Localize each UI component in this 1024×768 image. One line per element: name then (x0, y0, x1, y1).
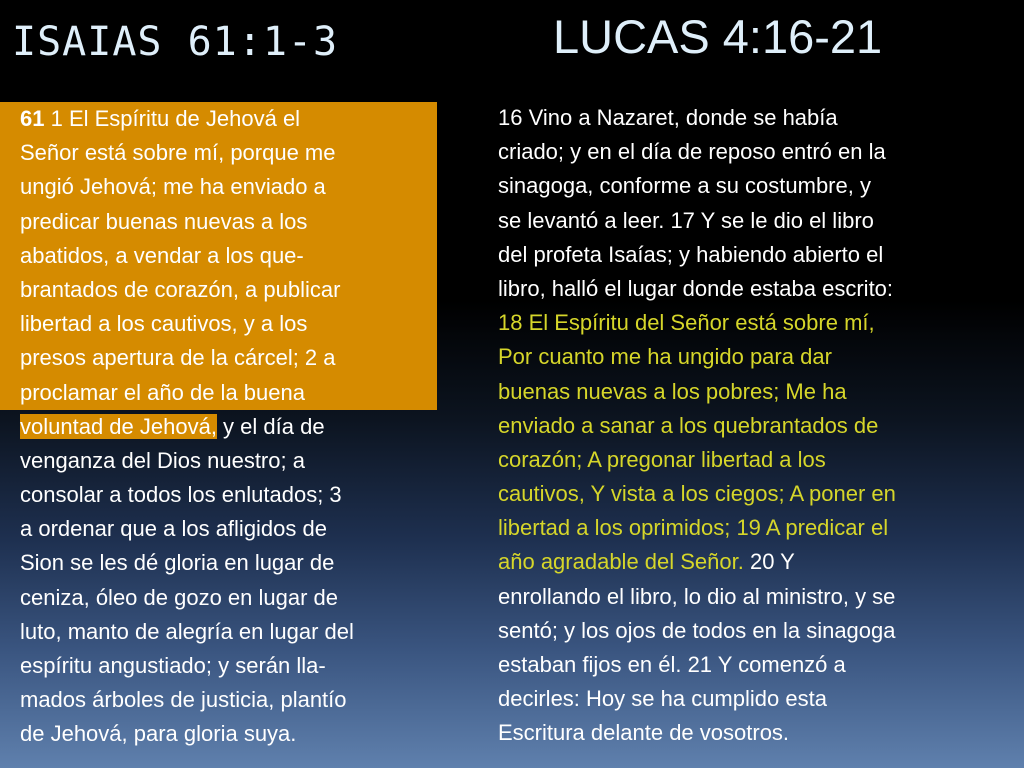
passage-line: Señor está sobre mí, porque me (20, 140, 336, 166)
passage-line: libro, halló el lugar donde estaba escrito: (498, 275, 894, 301)
passage-line (498, 545, 1014, 579)
passage-line: sinagoga, conforme a su costumbre, y (498, 173, 871, 199)
passage-line: del profeta Isaías; y habiendo abierto el (498, 241, 884, 267)
passage-line: proclamar el año de la buena (20, 379, 305, 405)
passage-line: Escritura delante de vosotros. (498, 720, 790, 746)
isaias-passage (20, 102, 453, 752)
passage-line: espíritu angustiado; y serán lla- (20, 653, 326, 678)
quoted-passage-line: cautivos, Y vista a los ciegos; A poner en (498, 481, 896, 507)
passage-line: ungió Jehová; me ha enviado a (20, 174, 326, 200)
lucas-title: LUCAS 4:16-21 (553, 10, 883, 63)
passage-line: brantados de corazón, a publicar (20, 276, 341, 302)
passage-line: abatidos, a vendar a los que- (20, 242, 304, 268)
quoted-passage-line: Por cuanto me ha ungido para dar (498, 344, 832, 370)
passage-text: 1 El Espíritu de Jehová el (44, 106, 301, 131)
highlighted-text: voluntad de Jehová, (20, 413, 217, 439)
passage-line: consolar a todos los enlutados; 3 (20, 482, 342, 508)
passage-line: ceniza, óleo de gozo en lugar de (20, 584, 339, 610)
passage-line: 16 Vino a Nazaret, donde se había (498, 105, 838, 130)
passage-line: predicar buenas nuevas a los (20, 208, 308, 234)
passage-line: luto, manto de alegría en lugar del (20, 618, 354, 644)
passage-line: sentó; y los ojos de todos en la sinagoga (498, 617, 896, 643)
quoted-text: año agradable del Señor. (498, 549, 744, 575)
passage-line: mados árboles de justicia, plantío (20, 687, 347, 713)
passage-line: estaban fijos en él. 21 Y comenzó a (498, 652, 846, 677)
passage-line (20, 102, 453, 136)
quoted-passage-line: 18 El Espíritu del Señor está sobre mí, (498, 310, 875, 336)
passage-line: decirles: Hoy se ha cumplido esta (498, 686, 827, 712)
passage-line: criado; y en el día de reposo entró en la (498, 139, 886, 165)
passage-line: enrollando el libro, lo dio al ministro, y se (498, 583, 896, 609)
passage-line: venganza del Dios nuestro; a (20, 447, 305, 473)
passage-text: 20 Y (743, 549, 795, 575)
passage-line (20, 410, 453, 444)
quoted-passage-line: enviado a sanar a los quebrantados de (498, 412, 879, 438)
quoted-passage-line: libertad a los oprimidos; 19 A predicar el (498, 515, 889, 541)
passage-line: Sion se les dé gloria en lugar de (20, 550, 335, 576)
chapter-number: 61 (20, 106, 45, 131)
passage-line: se levantó a leer. 17 Y se le dio el libro (498, 207, 874, 233)
passage-text: y el día de (216, 413, 325, 439)
passage-line: presos apertura de la cárcel; 2 a (20, 345, 336, 371)
lucas-passage (498, 101, 1014, 751)
passage-line: de Jehová, para gloria suya. (20, 721, 297, 747)
quoted-passage-line: corazón; A pregonar libertad a los (498, 446, 826, 472)
passage-line: libertad a los cautivos, y a los (20, 311, 308, 337)
isaias-title: ISAIAS 61:1-3 (12, 19, 339, 65)
passage-line: a ordenar que a los afligidos de (20, 516, 327, 542)
quoted-passage-line: buenas nuevas a los pobres; Me ha (498, 378, 847, 404)
